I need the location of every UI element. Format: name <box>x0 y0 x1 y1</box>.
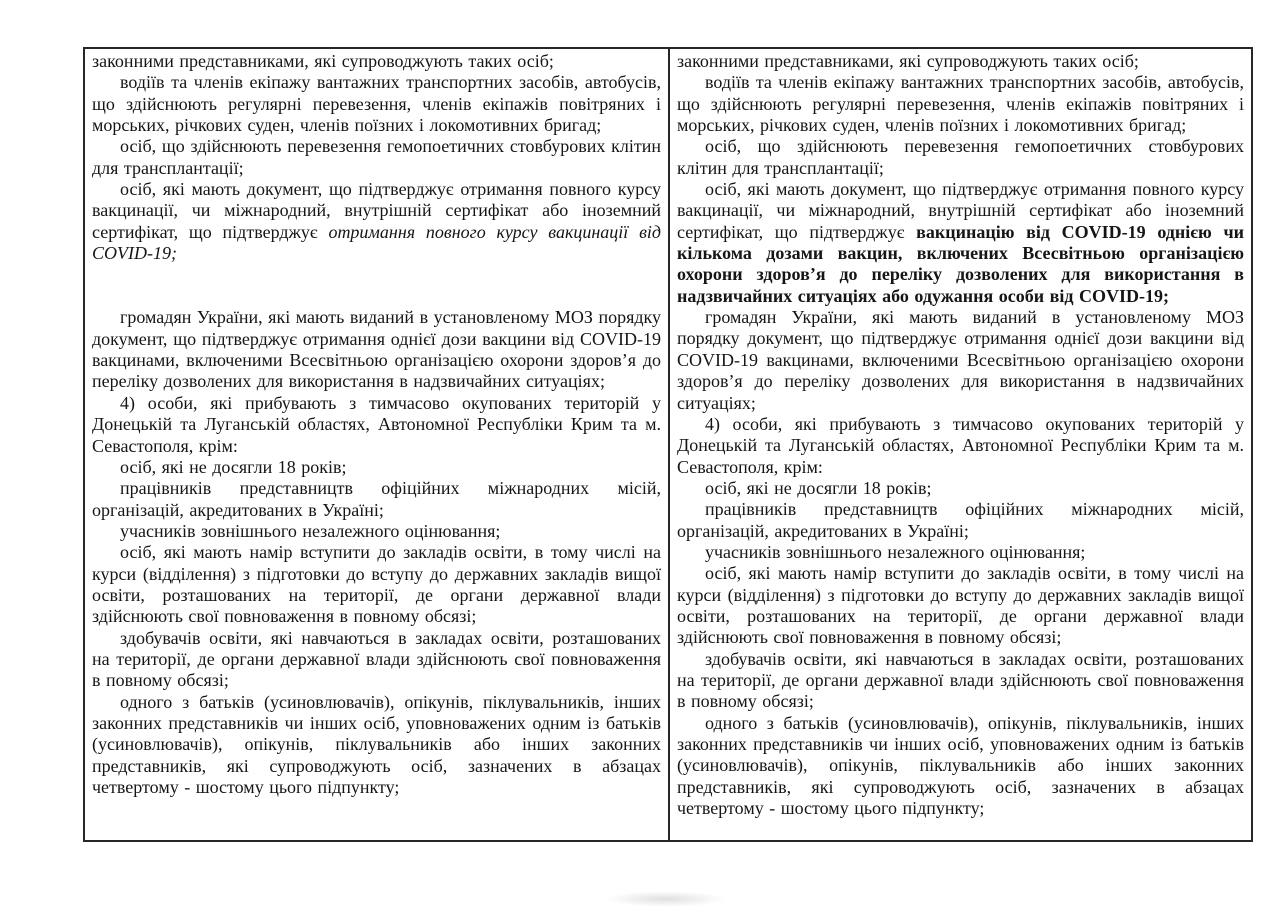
text-segment: громадян України, які мають виданий в установленому МОЗ порядку документ, що підтверджує отримання однієї дози вакцини від COVID-19 вакцинами, включеними Всесвітньою організацією охорони здоров’я до переліку дозволених для використання в надзвичайних ситуаціях; <box>677 307 1244 413</box>
text-segment: 4) особи, які прибувають з тимчасово окупованих територій у Донецькій та Луганській областях, Автономної Республіки Крим та м. Севастополя, крім: <box>677 413 1244 477</box>
text-segment: одного з батьків (усиновлювачів), опікунів, піклувальників, інших законних представників чи інших осіб, уповноважених одним із батьків (усиновлювачів), опікунів, піклувальників або інших законних представників, які супроводжують осіб, зазначених в абзацах четвертому - шостому цього підпункту; <box>677 712 1244 819</box>
paragraph <box>677 649 1244 713</box>
text-segment-bold: вакцинацію від COVID-19 однією чи кількома дозами вакцин, включених Всесвітньою організацією охорони здоров’я до переліку дозволених для використання в надзвичайних ситуаціях або одужання особи від COVID-19; <box>677 221 1244 306</box>
text-segment: осіб, які не досягли 18 років; <box>705 477 932 498</box>
text-segment: учасників зовнішнього незалежного оцінювання; <box>705 541 1086 562</box>
paragraph <box>677 478 1244 499</box>
text-segment: осіб, які мають намір вступити до закладів освіти, в тому числі на курси (відділення) з підготовки до вступу до державних закладів вищої освіти, розташованих на території, де органи державної влади здійснюють свої повноваження в повному обсязі; <box>92 542 661 627</box>
paragraph <box>92 542 661 627</box>
paragraph <box>92 692 661 799</box>
text-segment: працівників представництв офіційних міжнародних місій, організацій, акредитованих в Україні; <box>92 478 661 520</box>
paragraph <box>92 478 661 521</box>
paragraph <box>677 563 1244 648</box>
text-segment: осіб, що здійснюють перевезення гемопоетичних стовбурових клітин для трансплантації; <box>92 136 661 178</box>
blank-space <box>92 264 661 307</box>
text-segment: осіб, які не досягли 18 років; <box>120 456 347 477</box>
paragraph <box>92 51 661 72</box>
paragraph <box>92 179 661 264</box>
paragraph <box>92 393 661 457</box>
scan-artifact <box>606 891 726 907</box>
text-segment: осіб, які мають документ, що підтверджує отримання повного курсу вакцинації, чи міжнародний, внутрішній сертифікат або іноземний сертифікат, що підтверджує <box>677 179 1244 242</box>
text-segment: працівників представництв офіційних міжнародних місій, організацій, акредитованих в Україні; <box>677 499 1244 541</box>
text-segment: законними представниками, які супроводжують таких осіб; <box>92 51 554 71</box>
paragraph <box>92 307 661 392</box>
paragraph <box>677 713 1244 820</box>
text-segment: законними представниками, які супроводжують таких осіб; <box>677 51 1139 71</box>
paragraph <box>677 51 1244 72</box>
paragraph <box>677 179 1244 307</box>
paragraph <box>677 414 1244 478</box>
text-segment: учасників зовнішнього незалежного оцінювання; <box>120 520 501 541</box>
paragraph <box>92 521 661 542</box>
text-segment: водіїв та членів екіпажу вантажних транспортних засобів, автобусів, що здійснюють регулярні перевезення, членів екіпажів повітряних і морських, річкових суден, членів поїзних і локомотивних бригад; <box>677 72 1244 136</box>
text-segment: здобувачів освіти, які навчаються в закладах освіти, розташованих на території, де органи державної влади здійснюють свої повноваження в повному обсязі; <box>677 648 1244 712</box>
text-segment: одного з батьків (усиновлювачів), опікунів, піклувальників, інших законних представників чи інших осіб, уповноважених одним із батьків (усиновлювачів), опікунів, піклувальників або інших законних представників, які супроводжують осіб, зазначених в абзацах четвертому - шостому цього підпункту; <box>92 691 661 797</box>
paragraph <box>92 136 661 179</box>
left-column-cell <box>85 49 668 840</box>
text-segment: осіб, які мають намір вступити до закладів освіти, в тому числі на курси (відділення) з підготовки до вступу до державних закладів вищої освіти, розташованих на території, де органи державної влади здійснюють свої повноваження в повному обсязі; <box>677 563 1244 648</box>
right-column-cell <box>668 49 1251 840</box>
paragraph <box>677 499 1244 542</box>
paragraph <box>677 72 1244 136</box>
paragraph <box>92 457 661 478</box>
text-segment: водіїв та членів екіпажу вантажних транспортних засобів, автобусів, що здійснюють регулярні перевезення, членів екіпажів повітряних і морських, річкових суден, членів поїзних і локомотивних бригад; <box>92 72 661 136</box>
comparison-table <box>83 47 1253 842</box>
paragraph <box>677 136 1244 179</box>
text-segment: 4) особи, які прибувають з тимчасово окупованих територій у Донецькій та Луганській областях, Автономної Республіки Крим та м. Севастополя, крім: <box>92 392 661 456</box>
paragraph <box>92 72 661 136</box>
paragraph <box>92 628 661 692</box>
paragraph <box>677 307 1244 414</box>
text-segment: осіб, які мають документ, що підтверджує отримання повного курсу вакцинації, чи міжнародний, внутрішній сертифікат або іноземний сертифікат, що підтверджує <box>92 179 661 242</box>
paragraph <box>677 542 1244 563</box>
text-segment: громадян України, які мають виданий в установленому МОЗ порядку документ, що підтверджує отримання однієї дози вакцини від COVID-19 вакцинами, включеними Всесвітньою організацією охорони здоров’я до переліку дозволених для використання в надзвичайних ситуаціях; <box>92 307 661 392</box>
text-segment: здобувачів освіти, які навчаються в закладах освіти, розташованих на території, де органи державної влади здійснюють свої повноваження в повному обсязі; <box>92 627 661 691</box>
text-segment: осіб, що здійснюють перевезення гемопоетичних стовбурових клітин для трансплантації; <box>677 136 1244 178</box>
text-segment-italic: отримання повного курсу вакцинації від COVID-19; <box>92 221 661 264</box>
